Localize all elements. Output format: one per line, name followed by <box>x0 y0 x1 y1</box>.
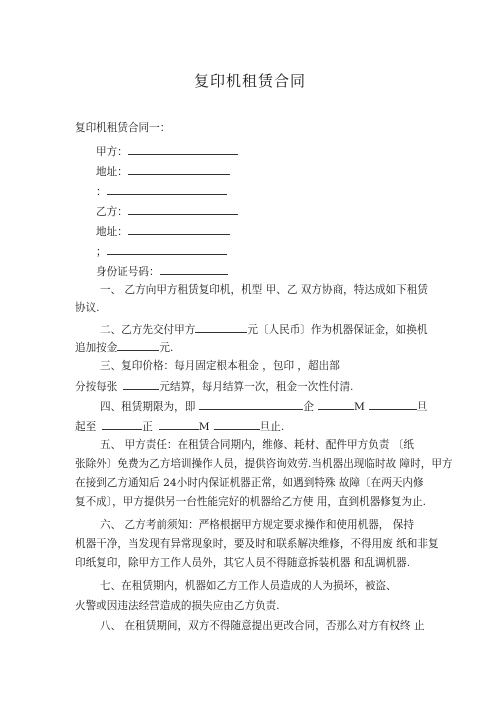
clause-3-text-b: 元结算，每月结算一次，租金一次性付清. <box>159 381 354 393</box>
clause-5-line-1: 五、 甲方责任：在租赁合同期内，维修、耗材、配件甲方负责 〔纸 <box>100 439 414 451</box>
clause-5-line-3: 在接到乙方通知后 24小时内保证机器正常，如遇到特殊 故障〔在两天内修 <box>75 477 424 489</box>
party-b-extra-label: ； <box>96 246 107 258</box>
clause-7-line-1: 七、在租赁期内，机器如乙方工作人员造成的人为损坏，被盗、 <box>100 580 397 592</box>
clause-4-line-1 <box>100 398 427 414</box>
extra-deposit-blank <box>117 339 159 351</box>
party-a-extra-label: ： <box>96 186 107 198</box>
party-b-blank <box>128 203 238 215</box>
term-end-year-blank <box>102 418 142 430</box>
party-b-extra-row <box>96 243 227 259</box>
party-b-address-label: 地址： <box>96 226 128 238</box>
party-b-address-row <box>96 223 230 239</box>
clause-4-line-2 <box>75 418 284 434</box>
party-b-label: 乙方： <box>96 206 128 218</box>
deposit-blank <box>195 321 247 333</box>
party-a-blank <box>128 143 238 155</box>
party-a-address-blank <box>128 163 230 175</box>
clause-4-text-e: 起至 <box>75 421 97 433</box>
document-title: 复印机租赁合同 <box>193 72 306 90</box>
party-a-address-row <box>96 163 230 179</box>
term-end-day-blank <box>214 418 260 430</box>
clause-2-line-1 <box>100 321 427 337</box>
party-a-label: 甲方： <box>96 146 128 158</box>
clause-3-line-1: 三、复印价格：每月固定根本租金 ，包印 ，超出部 <box>100 360 340 372</box>
party-b-id-blank <box>160 263 228 275</box>
clause-4-text-h: 旦止. <box>259 421 285 433</box>
party-a-extra-blank <box>107 183 227 195</box>
clause-4-text-f: 正 <box>142 421 153 433</box>
clause-3-line-2 <box>75 378 353 394</box>
clause-2-text-d: 元. <box>159 342 174 354</box>
party-b-extra-blank <box>107 243 227 255</box>
clause-2-text-b: 元〔人民币〕作为机器保证金，如换机 <box>247 324 428 336</box>
clause-2-line-2 <box>75 339 173 355</box>
clause-2-text-a: 二、乙方先交付甲方 <box>100 324 196 336</box>
clause-8-line-1: 八、 在租赁期间，双方不得随意提出更改合同，否那么对方有权终 止 <box>100 620 425 632</box>
clause-2-text-c: 追加按金 <box>75 342 118 354</box>
clause-1-line-1: 一、 乙方向甲方租赁复印机，机型 甲、乙 双方协商，特达成如下租赁 <box>100 284 428 296</box>
clause-4-text-c: M <box>353 401 365 413</box>
clause-7-line-2: 火警或因违法经营造成的损失应由乙方负责. <box>75 600 280 612</box>
clause-6-line-1: 六、 乙方考前须知：严格根据甲方规定要求操作和使用机器， 保持 <box>100 519 414 531</box>
party-b-address-blank <box>128 223 230 235</box>
clause-5-line-4: 复不成〕，甲方提供另一台性能完好的机器给乙方使 用，直到机器修复为止. <box>75 496 427 508</box>
clause-4-text-d: 旦 <box>416 401 428 413</box>
party-a-extra-row <box>96 183 227 199</box>
term-start-blank <box>199 398 303 410</box>
clause-6-line-3: 印纸复印，除甲方工作人员外，其它人员不得随意拆装机器 和乱调机器. <box>75 557 411 569</box>
term-month-blank <box>318 398 354 410</box>
clause-6-line-2: 机器干净，当发现有异常现象时，要及时和联系解决维修，不得用废 纸和非复 <box>75 538 439 550</box>
clause-4-text-g: M <box>198 421 210 433</box>
price-per-page-blank <box>123 378 159 390</box>
clause-4-text-a: 四、租赁期限为，即 <box>100 401 196 413</box>
term-end-month-blank <box>159 418 199 430</box>
clause-3-text-a: 分按每张 <box>75 381 118 393</box>
party-b-id-row <box>96 263 228 279</box>
contract-subtitle: 复印机租赁合同一： <box>75 122 171 134</box>
party-a-address-label: 地址： <box>96 166 128 178</box>
clause-1-line-2: 协议. <box>75 302 100 314</box>
party-a-row <box>96 143 238 159</box>
party-b-id-label: 身份证号码： <box>96 266 160 278</box>
term-day-blank <box>369 398 417 410</box>
clause-4-text-b: 企 <box>303 401 314 413</box>
party-b-row <box>96 203 238 219</box>
clause-5-line-2: 张除外〕免费为乙方培训操作人员，提供咨询效劳.当机器出现临时故 障时，甲方 <box>75 458 453 470</box>
